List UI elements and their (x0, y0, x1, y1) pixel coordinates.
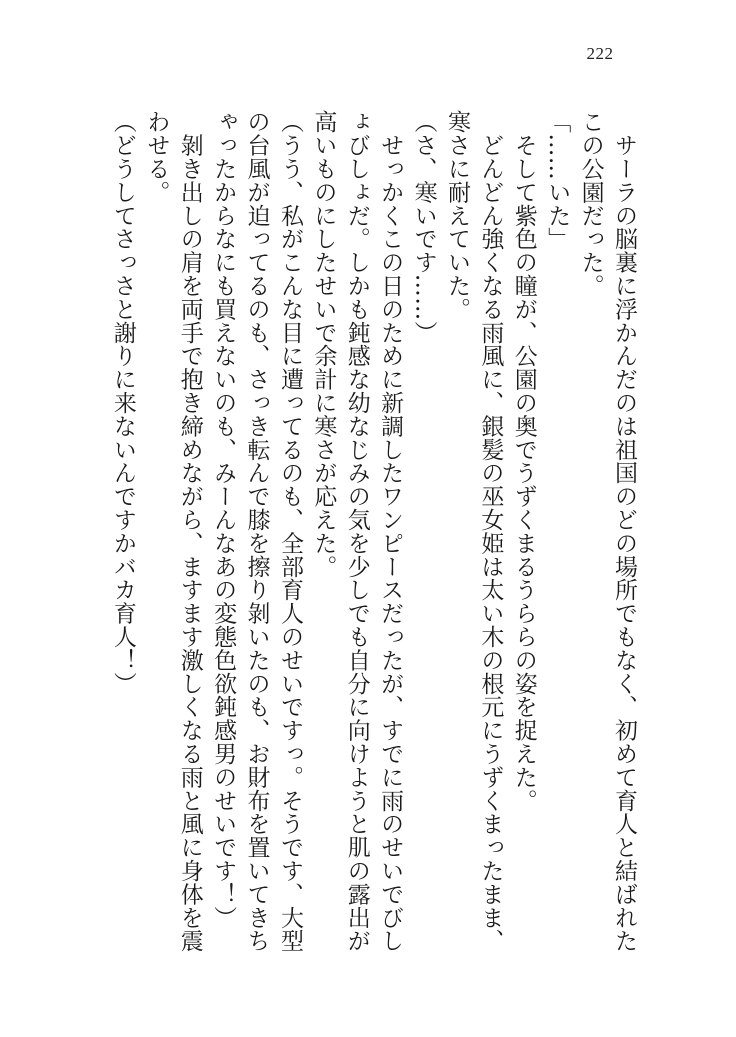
paragraph: （うう、私がこんな目に遭ってるのも、全部育人のせいですっ。そうです、大型の台風が迫ってるのも、さっき転んで膝を擦り剝いたのも、お財布を置いてきちゃったからなにも買えないのも、みーんなあの変態色欲鈍感男のせいです！） (210, 110, 303, 953)
paragraph: せっかくこの日のために新調したワンピースだったが、すでに雨のせいでびしょびしょだ。しかも鈍感な幼なじみの気を少しでも自分に向けようと肌の露出が高いものにしたせいで余計に寒さが応えた。 (310, 110, 404, 953)
paragraph: （さ、寒いです……） (410, 110, 437, 344)
paragraph: そして紫色の瞳が、公園の奥でうずくまるうららの姿を捉えた。 (510, 110, 537, 812)
paragraph: （どうしてさっさと謝りに来ないんですかバカ育人！） (110, 110, 136, 695)
body-text (110, 110, 640, 970)
paragraph: 「……いた」 (544, 110, 571, 251)
paragraph: 剝き出しの肩を両手で抱き締めながら、ますます激しくなる雨と風に身体を震わせる。 (143, 110, 203, 953)
paragraph: サーラの脳裏に浮かんだのは祖国のどの場所でもなく、初めて育人と結ばれたこの公園だった。 (577, 110, 637, 953)
paragraph: どんどん強くなる雨風に、銀髪の巫女姫は太い木の根元にうずくまったまま、寒さに耐えていた。 (443, 110, 504, 953)
page-number: 222 (586, 44, 614, 63)
